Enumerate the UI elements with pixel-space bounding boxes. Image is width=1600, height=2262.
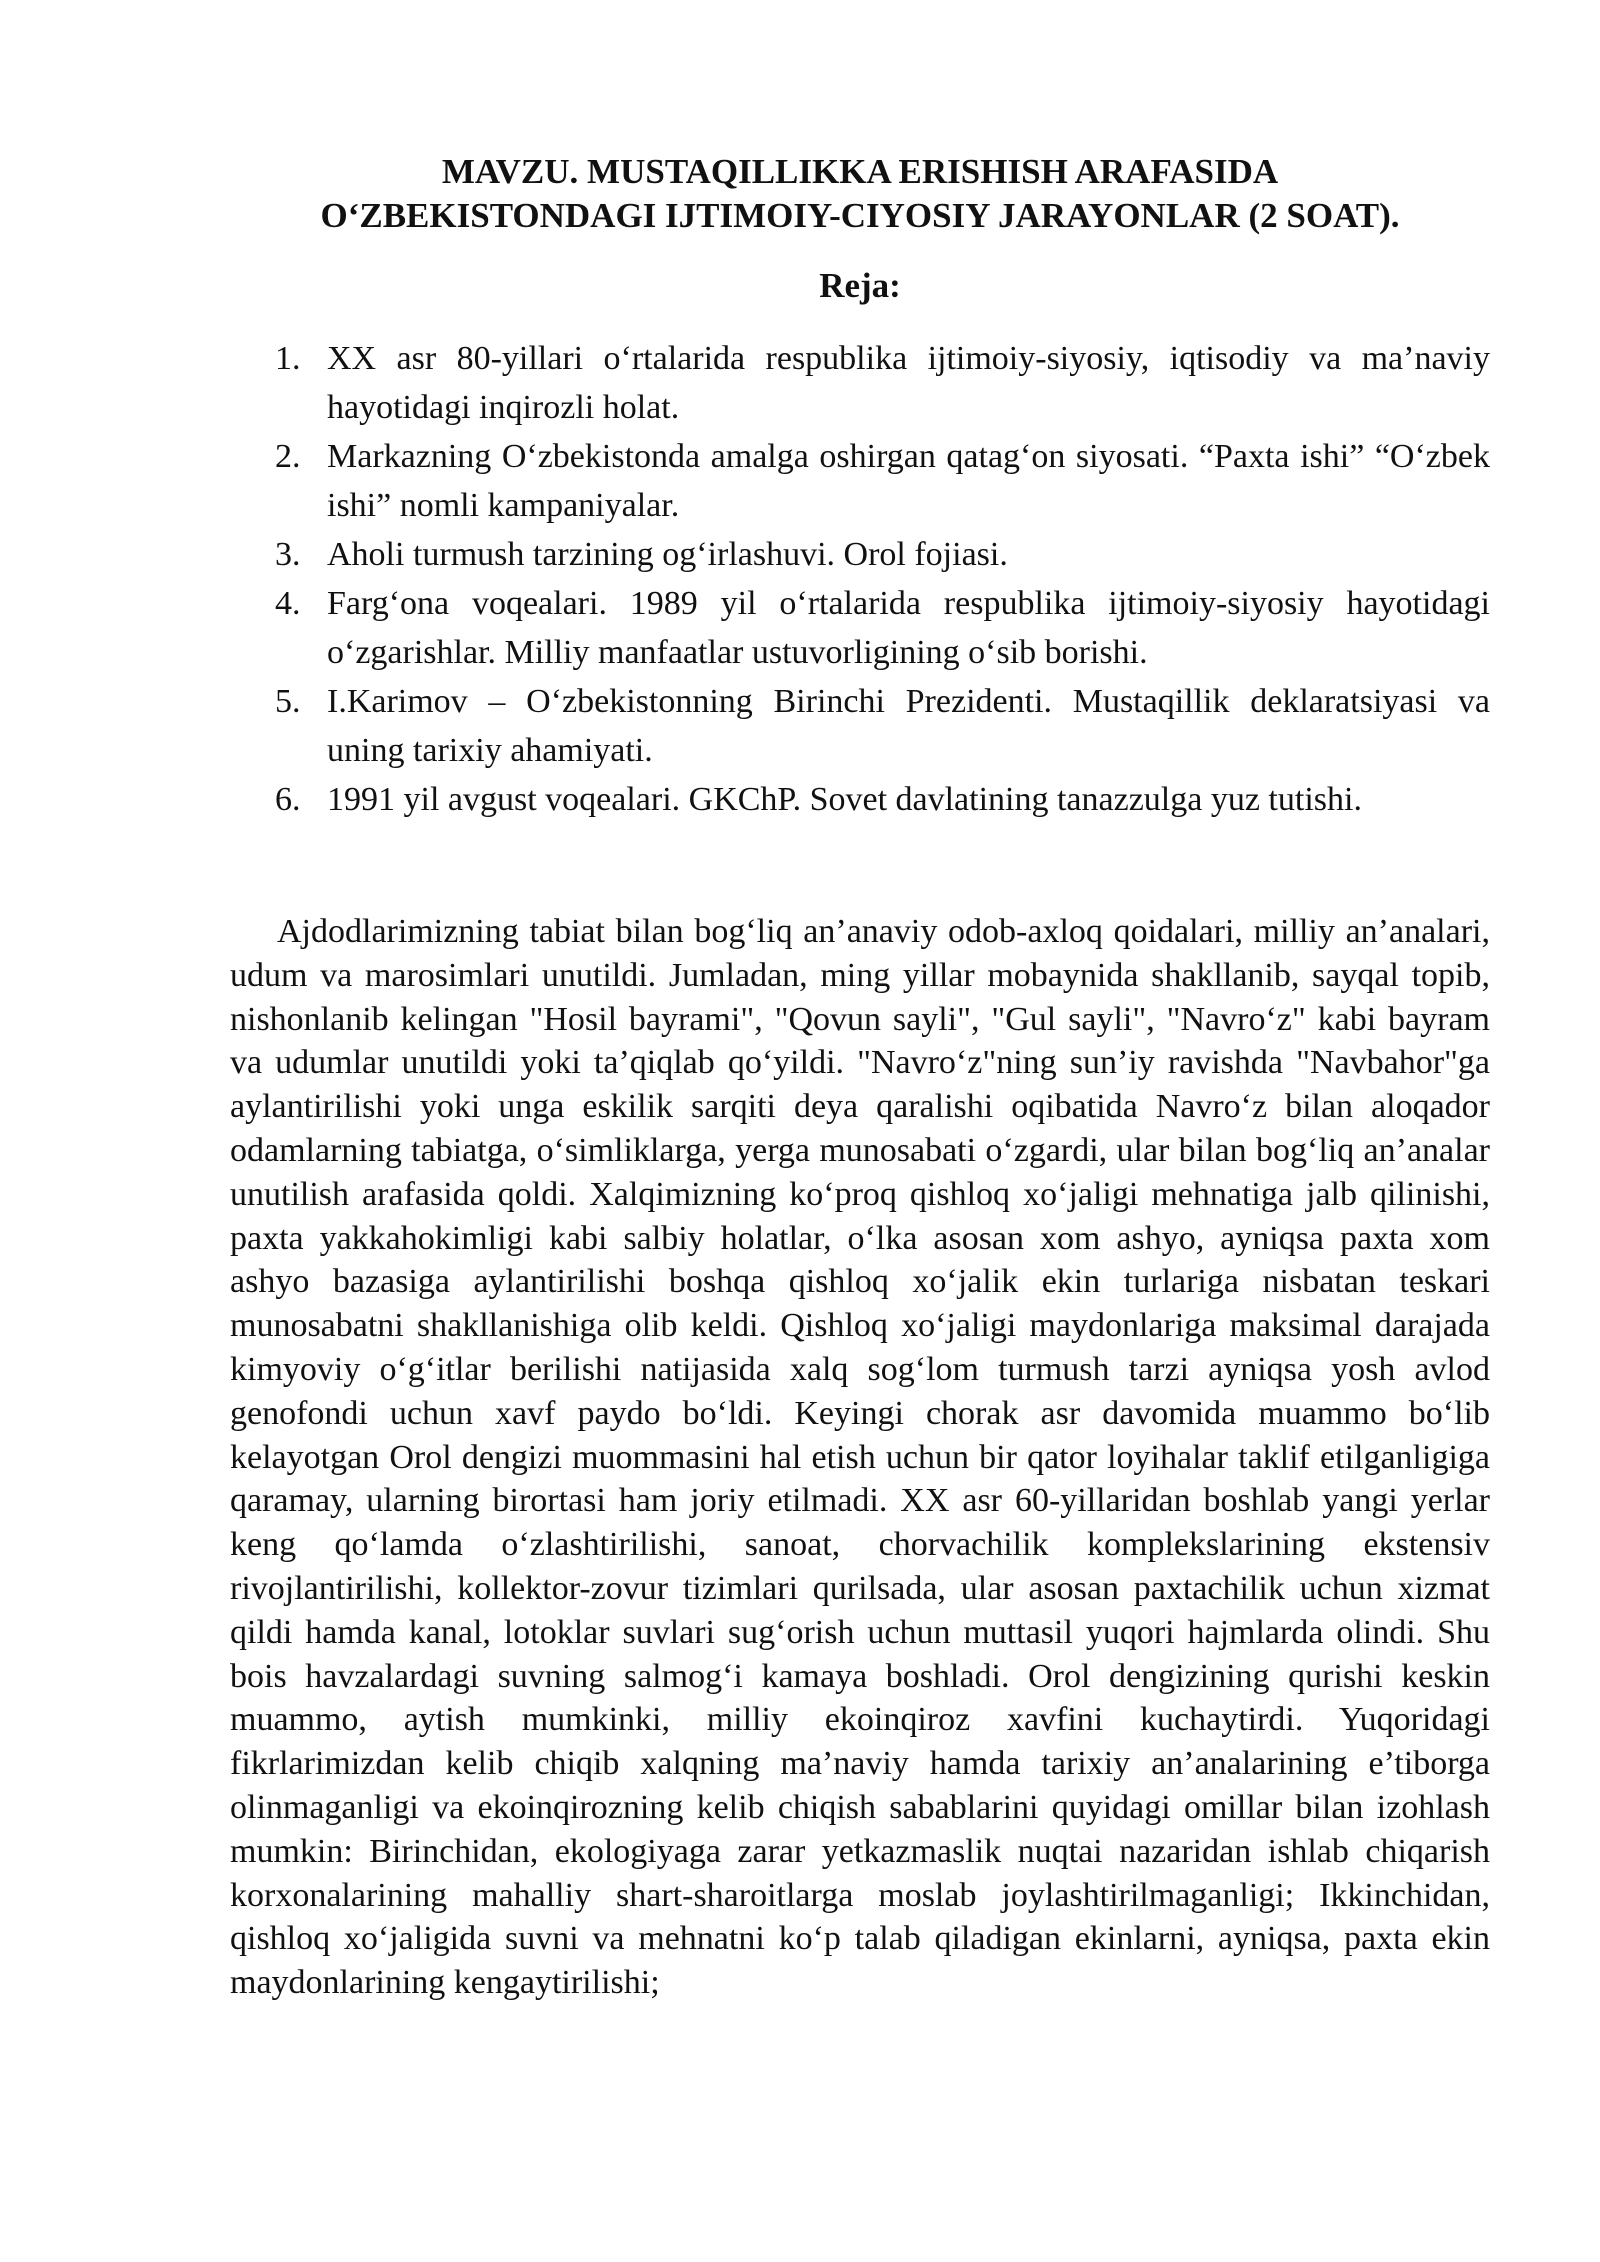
plan-item-text: XX asr 80-yillari o‘rtalarida respublika ijtimoiy-siyosiy, iqtisodiy va ma’naviy hayotidagi inqirozli holat. <box>327 340 1490 426</box>
plan-item-text: Markazning O‘zbekistonda amalga oshirgan qatag‘on siyosati. “Paxta ishi” “O‘zbek ishi” nomli kampaniyalar. <box>327 438 1490 524</box>
plan-item-text: I.Karimov – O‘zbekistonning Birinchi Prezidenti. Mustaqillik deklaratsiyasi va uning tarixiy ahamiyati. <box>327 683 1490 769</box>
document-title <box>230 150 1490 238</box>
plan-item-text: Farg‘ona voqealari. 1989 yil o‘rtalarida respublika ijtimoiy-siyosiy hayotidagi o‘zgarishlar. Milliy manfaatlar ustuvorligining o‘sib borishi. <box>327 585 1490 671</box>
plan-item-5 <box>230 677 1490 775</box>
body-paragraph: Ajdodlarimizning tabiat bilan bog‘liq an’anaviy odob-axloq qoidalari, milliy an’analari, udum va marosimlari unutildi. Jumladan, ming yillar mobaynida shakllanib, sayqal topib, nishonlanib kelingan "Hosil bayrami", "Qovun sayli", "Gul sayli", "Navro‘z" kabi bayram va udumlar unutildi yoki ta’qiqlab qo‘yildi. "Navro‘z"ning sun’iy ravishda "Navbahor"ga aylantirilishi yoki unga eskilik sarqiti deya qaralishi oqibatida Navro‘z bilan aloqador odamlarning tabiatga, o‘simliklarga, yerga munosabati o‘zgardi, ular bilan bog‘liq an’analar unutilish arafasida qoldi. Xalqimizning ko‘proq qishloq xo‘jaligi mehnatiga jalb qilinishi, paxta yakkahokimligi kabi salbiy holatlar, o‘lka asosan xom ashyo, ayniqsa paxta xom ashyo bazasiga aylantirilishi boshqa qishloq xo‘jalik ekin turlariga nisbatan teskari munosabatni shakllanishiga olib keldi. Qishloq xo‘jaligi maydonlariga maksimal darajada kimyoviy o‘g‘itlar berilishi natijasida xalq sog‘lom turmush tarzi ayniqsa yosh avlod genofondi uchun xavf paydo bo‘ldi. Keyingi chorak asr davomida muammo bo‘lib kelayotgan Orol dengizi muommasini hal etish uchun bir qator loyihalar taklif etilganligiga qaramay, ularning birortasi ham joriy etilmadi. XX asr 60-yillaridan boshlab yangi yerlar keng qo‘lamda o‘zlashtirilishi, sanoat, chorvachilik komplekslarining ekstensiv rivojlantirilishi, kollektor-zovur tizimlari qurilsada, ular asosan paxtachilik uchun xizmat qildi hamda kanal, lotoklar suvlari sug‘orish uchun muttasil yuqori hajmlarda olindi. Shu bois havzalardagi suvning salmog‘i kamaya boshladi. Orol dengizining qurishi keskin muammo, aytish mumkinki, milliy ekoinqiroz xavfini kuchaytirdi. Yuqoridagi fikrlarimizdan kelib chiqib xalqning ma’naviy hamda tarixiy an’analarining e’tiborga olinmaganligi va ekoinqirozning kelib chiqish sabablarini quyidagi omillar bilan izohlash mumkin: Birinchidan, ekologiyaga zarar yetkazmaslik nuqtai nazaridan ishlab chiqarish korxonalarining mahalliy shart-sharoitlarga moslab joylashtirilmaganligi; Ikkinchidan, qishloq xo‘jaligida suvni va mehnatni ko‘p talab qiladigan ekinlarni, ayniqsa, paxta ekin maydonlarining kengaytirilishi; <box>230 913 1490 2002</box>
plan-item-text: 1991 yil avgust voqealari. GKChP. Sovet davlatining tanazzulga yuz tutishi. <box>327 781 1362 818</box>
title-line-1: MAVZU. MUSTAQILLIKKA ERISHISH ARAFASIDA <box>441 152 1279 191</box>
title-line-2: O‘ZBEKISTONDAGI IJTIMOIY-CIYOSIY JARAYONLAR (2 SOAT). <box>320 196 1400 235</box>
plan-item-6 <box>230 775 1490 824</box>
plan-item-1 <box>230 334 1490 432</box>
plan-item-4 <box>230 579 1490 677</box>
plan-item-number: 3. <box>275 536 301 573</box>
plan-heading: Reja: <box>819 266 901 305</box>
plan-item-number: 6. <box>275 781 301 818</box>
plan-item-number: 2. <box>275 438 301 475</box>
plan-item-2 <box>230 432 1490 530</box>
plan-item-number: 4. <box>275 585 301 622</box>
document-page <box>230 150 1490 2005</box>
plan-item-3 <box>230 530 1490 579</box>
plan-item-number: 5. <box>275 683 301 720</box>
plan-list <box>230 334 1490 824</box>
plan-item-text: Aholi turmush tarzining og‘irlashuvi. Orol fojiasi. <box>327 536 1008 573</box>
plan-item-number: 1. <box>275 340 301 377</box>
